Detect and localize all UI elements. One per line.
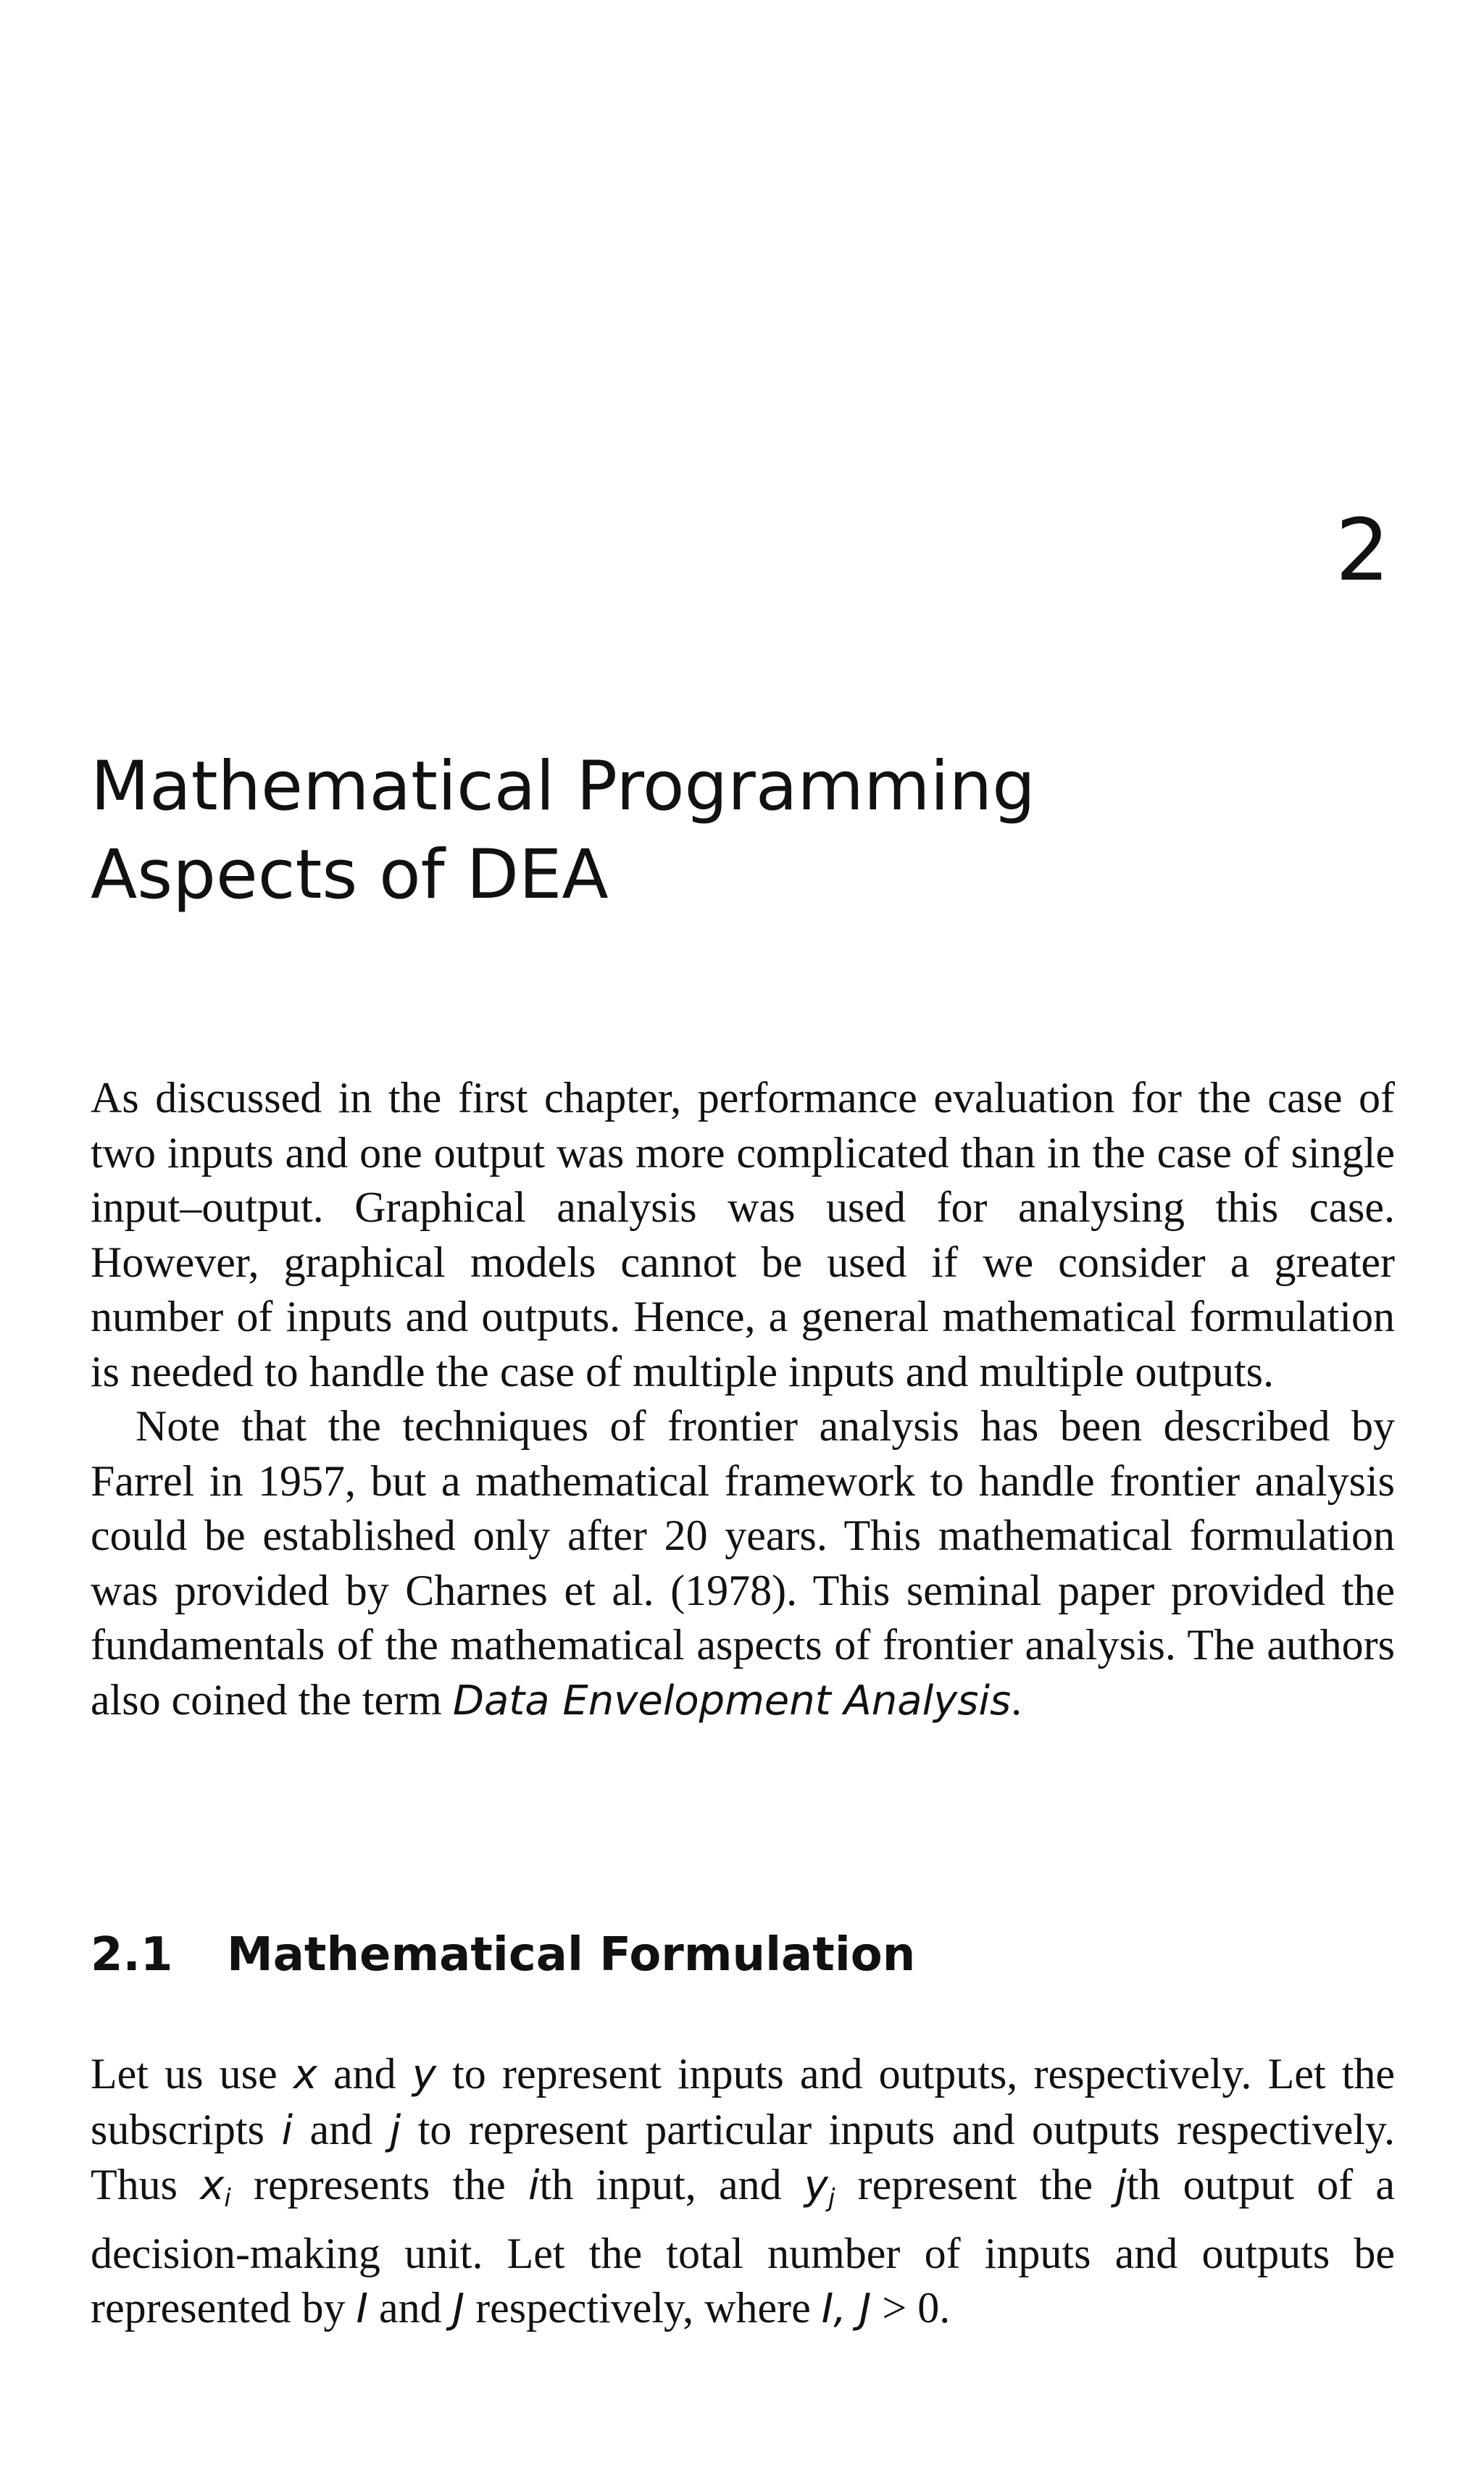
var-I-J: I, J bbox=[821, 2285, 872, 2332]
text-run: to represent inputs and outputs, respectively. Let the subscripts bbox=[91, 2050, 1395, 2153]
var-x: x bbox=[293, 2051, 317, 2098]
intro-paragraph-2-end: . bbox=[1011, 1675, 1022, 1724]
var-jth: j bbox=[1115, 2162, 1127, 2209]
text-run: represent the bbox=[835, 2161, 1116, 2209]
var-I: I bbox=[356, 2285, 369, 2332]
dea-term: Data Envelopment Analysis bbox=[452, 1677, 1012, 1725]
text-run: and bbox=[317, 2050, 412, 2098]
text-run: and bbox=[368, 2284, 453, 2332]
section-title: Mathematical Formulation bbox=[227, 1928, 916, 1982]
text-run: and bbox=[293, 2105, 390, 2153]
var-ith: i bbox=[528, 2162, 540, 2209]
chapter-title-line-2: Aspects of DEA bbox=[91, 835, 609, 914]
section-text bbox=[91, 2047, 1395, 2337]
section-paragraph-1 bbox=[91, 2047, 1395, 2337]
intro-text bbox=[91, 1071, 1395, 1728]
intro-paragraph-2 bbox=[91, 1399, 1395, 1728]
section-number: 2.1 bbox=[91, 1928, 173, 1982]
intro-paragraph-2-text: Note that the techniques of frontier analysis has been described by Farrel in 1957, but a mathematical framework to handle frontier analysis could be established only after 20 years. This mathematical formulation was provided by Charnes et al. (1978). This seminal paper provided the fundamentals of the mathematical aspects of frontier analysis. The authors also coined the term bbox=[91, 1402, 1395, 1724]
text-run: represents the bbox=[230, 2161, 528, 2209]
var-j: j bbox=[389, 2106, 401, 2154]
text-run: > 0. bbox=[871, 2284, 951, 2332]
var-i: i bbox=[281, 2106, 293, 2154]
text-run: th output of a decision-making unit. Let the total number of inputs and outputs be represented by bbox=[91, 2161, 1396, 2332]
section-heading bbox=[91, 1926, 1395, 1984]
chapter-title bbox=[91, 743, 1177, 919]
var-y-j: y bbox=[804, 2162, 828, 2209]
text-run: respectively, where bbox=[464, 2284, 822, 2332]
chapter-number: 2 bbox=[1335, 500, 1390, 600]
subscript-j: j bbox=[828, 2184, 835, 2213]
subscript-i: i bbox=[224, 2184, 231, 2213]
var-x-i: x bbox=[200, 2162, 225, 2209]
intro-paragraph-1: As discussed in the first chapter, performance evaluation for the case of two inputs and one output was more complicated than in the case of single input–output. Graphical analysis was used for analysing this case. However, graphical models cannot be used if we consider a greater number of inputs and outputs. Hence, a general mathematical formulation is needed to handle the case of multiple inputs and multiple outputs. bbox=[91, 1074, 1395, 1396]
chapter-title-line-1: Mathematical Programming bbox=[91, 747, 1035, 826]
text-run: to represent particular inputs and outputs respectively. Thus bbox=[91, 2105, 1395, 2209]
var-J: J bbox=[452, 2285, 465, 2332]
text-run: Let us use bbox=[91, 2050, 293, 2098]
var-y: y bbox=[412, 2051, 436, 2098]
text-run: th input, and bbox=[539, 2161, 804, 2209]
